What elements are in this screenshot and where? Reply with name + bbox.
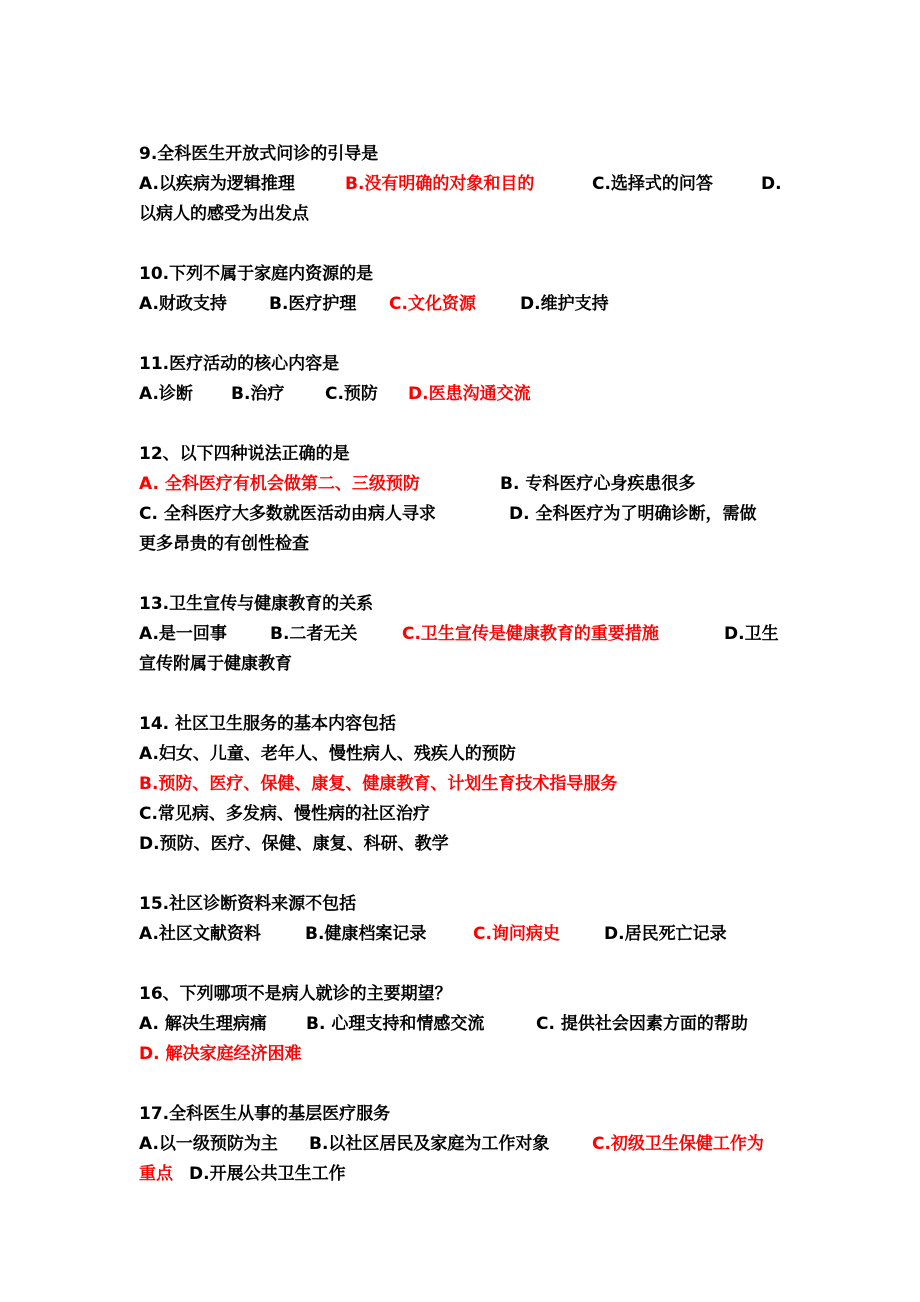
option-b: B.健康档案记录 [305, 924, 427, 944]
option-c: C.预防 [325, 384, 378, 404]
option-c: C. 提供社会因素方面的帮助 [536, 1014, 748, 1034]
option-c: C. 全科医疗大多数就医活动由病人寻求 [139, 504, 436, 524]
option-c-correct: C.文化资源 [389, 294, 476, 314]
option-d: D.维护支持 [520, 294, 609, 314]
option-b: B.医疗护理 [269, 294, 357, 314]
question-text: 11.医疗活动的核心内容是 [139, 354, 340, 374]
question-text: 17.全科医生从事的基层医疗服务 [139, 1104, 391, 1124]
option-a: A. 解决生理病痛 [139, 1014, 267, 1034]
option-c: C.选择式的问答 [592, 174, 713, 194]
option-d-correct: D.医患沟通交流 [408, 384, 531, 404]
question-text: 12、以下四种说法正确的是 [139, 444, 350, 464]
option-c-correct-cont: 重点 [139, 1164, 173, 1184]
option-a: A.妇女、儿童、老年人、慢性病人、残疾人的预防 [139, 744, 516, 764]
question-text: 15.社区诊断资料来源不包括 [139, 894, 357, 914]
question-text: 9.全科医生开放式问诊的引导是 [139, 144, 379, 164]
option-a: A.以一级预防为主 [139, 1134, 278, 1154]
option-d: D. [761, 174, 782, 194]
question-text: 16、下列哪项不是病人就诊的主要期望？ [139, 984, 452, 1004]
option-a: A.诊断 [139, 384, 193, 404]
option-d: D.预防、医疗、保健、康复、科研、教学 [139, 834, 449, 854]
option-b-correct: B.预防、医疗、保健、康复、健康教育、计划生育技术指导服务 [139, 774, 618, 794]
option-c-correct: C.卫生宣传是健康教育的重要措施 [402, 624, 659, 644]
option-d-text: 更多昂贵的有创性检查 [139, 534, 309, 554]
option-d: D.卫生 [724, 624, 779, 644]
option-a: A.财政支持 [139, 294, 227, 314]
option-b-correct: B.没有明确的对象和目的 [345, 174, 535, 194]
option-d-text: 以病人的感受为出发点 [139, 204, 309, 224]
option-d: D.开展公共卫生工作 [189, 1164, 346, 1184]
option-c-correct: C.询问病史 [473, 924, 560, 944]
option-a: A.以疾病为逻辑推理 [139, 174, 295, 194]
option-d: D. 全科医疗为了明确诊断，需做 [509, 504, 757, 524]
question-text: 10.下列不属于家庭内资源的是 [139, 264, 374, 284]
question-text: 14. 社区卫生服务的基本内容包括 [139, 714, 397, 734]
option-b: B.以社区居民及家庭为工作对象 [309, 1134, 550, 1154]
option-d-correct: D. 解决家庭经济困难 [139, 1044, 302, 1064]
option-c: C.常见病、多发病、慢性病的社区治疗 [139, 804, 430, 824]
option-a: A.是一回事 [139, 624, 227, 644]
option-b: B.治疗 [231, 384, 285, 404]
option-a-correct: A. 全科医疗有机会做第二、三级预防 [139, 474, 420, 494]
option-b: B.二者无关 [270, 624, 358, 644]
question-text: 13.卫生宣传与健康教育的关系 [139, 594, 374, 614]
option-a: A.社区文献资料 [139, 924, 261, 944]
option-b: B. 心理支持和情感交流 [306, 1014, 485, 1034]
option-d: D.居民死亡记录 [604, 924, 727, 944]
option-d-text: 宣传附属于健康教育 [139, 654, 292, 674]
option-b: B. 专科医疗心身疾患很多 [500, 474, 696, 494]
option-c-correct: C.初级卫生保健工作为 [592, 1134, 764, 1154]
